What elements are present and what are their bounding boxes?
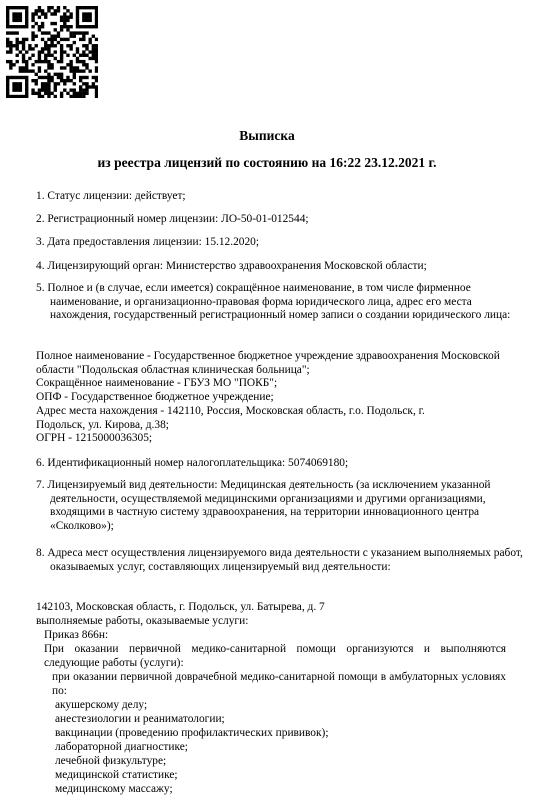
item-inn: 6. Идентификационный номер налогоплательщика: 5074069180; bbox=[36, 457, 349, 469]
order-label: Приказ 866н: bbox=[44, 629, 109, 641]
item-licensed-activity: 7. Лицензируемый вид деятельности: Медицинская деятельность (за исключением указанной деятельности, осуществляемой медицинскими организациями и другими организациями, входящими в частную систему здравоохранения, на территории инновационного центра «Сколково»); bbox=[36, 479, 491, 532]
org-short-name: Сокращённое наименование - ГБУЗ МО "ПОКБ"; bbox=[36, 377, 278, 389]
item-license-status: 1. Статус лицензии: действует; bbox=[36, 190, 186, 202]
org-opf: ОПФ - Государственное бюджетное учреждение; bbox=[36, 391, 274, 403]
item-activity-addresses: 8. Адреса мест осуществления лицензируемого вида деятельности с указанием выполняемых работ, оказываемых услуг, составляющих лицензируемый вид деятельности: bbox=[36, 547, 523, 573]
works-label: выполняемые работы, оказываемые услуги: bbox=[36, 615, 249, 627]
item-legal-entity-name: 5. Полное и (в случае, если имеется) сокращённое наименование, в том числе фирменное наименование, и организационно-правовая форма юридического лица, адрес его места нахождения, государственный регистрационный номер записи о создании юридического лица: bbox=[36, 282, 511, 322]
item-licensing-authority: 4. Лицензирующий орган: Министерство здравоохранения Московской области; bbox=[36, 260, 427, 272]
service-item: акушерскому делу; bbox=[55, 699, 148, 711]
service-item: лабораторной диагностике; bbox=[55, 741, 188, 753]
org-address: Адрес места нахождения - 142110, Россия, Московская область, г.о. Подольск, г. Подольск, ул. Кирова, д.38; bbox=[36, 405, 425, 431]
service-item: лечебной физкультуре; bbox=[55, 755, 167, 767]
item-registration-number: 2. Регистрационный номер лицензии: ЛО-50-01-012544; bbox=[36, 213, 309, 225]
org-full-name: Полное наименование - Государственное бюджетное учреждение здравоохранения Московской области "Подольская областная клиническая больница"; bbox=[36, 350, 500, 376]
service-item: медицинскому массажу; bbox=[55, 783, 173, 795]
service-item: вакцинации (проведению профилактических прививок); bbox=[55, 727, 329, 739]
org-ogrn: ОГРН - 1215000036305; bbox=[36, 432, 153, 444]
item-issue-date: 3. Дата предоставления лицензии: 15.12.2020; bbox=[36, 236, 260, 248]
service-item: анестезиологии и реаниматологии; bbox=[55, 713, 225, 725]
location-address: 142103, Московская область, г. Подольск, ул. Батырева, д. 7 bbox=[36, 601, 325, 613]
pdmsp-paragraph: при оказании первичной доврачебной медико-санитарной помощи в амбулаторных условиях по: bbox=[52, 671, 506, 697]
pmsp-paragraph: При оказании первичной медико-санитарной помощи организуются и выполняются следующие работы (услуги): bbox=[44, 643, 506, 669]
document-title: Выписка bbox=[239, 128, 295, 143]
service-item: медицинской статистике; bbox=[55, 769, 178, 781]
document-subtitle: из реестра лицензий по состоянию на 16:22 23.12.2021 г. bbox=[97, 155, 437, 170]
qr-code bbox=[6, 6, 98, 98]
